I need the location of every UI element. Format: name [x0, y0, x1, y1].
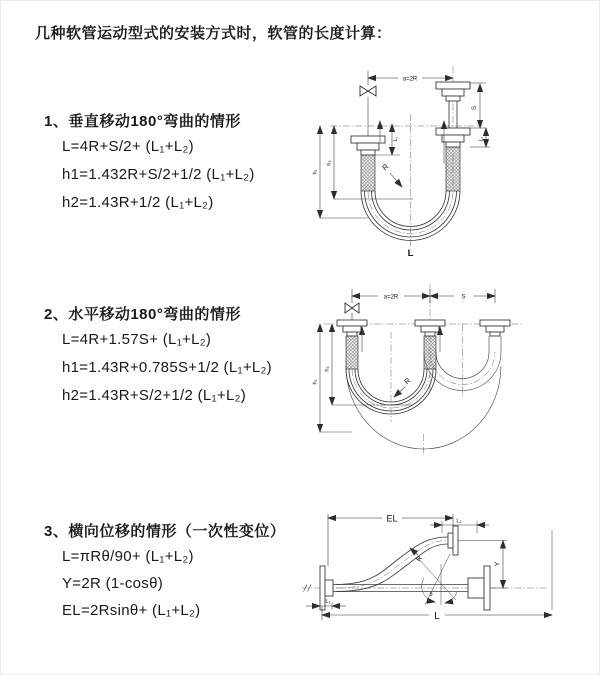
section-1-formula-h2: h2=1.43R+1/2 (L₁+L₂) [62, 194, 214, 211]
section-2-formula-h1: h1=1.43R+0.785S+1/2 (L₁+L₂) [62, 359, 272, 376]
diagram-lateral-displacement [298, 502, 593, 644]
centerlines [324, 284, 522, 456]
dimensions [313, 71, 491, 259]
dim-label-h1: h₁ [312, 169, 319, 175]
valve-icon [345, 303, 359, 320]
dimensions [306, 514, 552, 623]
section-3-formula-Y: Y=2R (1-cosθ) [62, 575, 164, 592]
section-3-heading: 3、横向位移的情形（一次性变位） [44, 523, 286, 540]
section-2-formula-L: L=4R+1.57S+ (L₁+L₂) [62, 331, 212, 348]
diagram-horizontal-180-bend [312, 284, 547, 464]
section-2-formula-h2: h2=1.43R+S/2+1/2 (L₁+L₂) [62, 387, 247, 404]
dim-label-h2: h₂ [324, 366, 331, 372]
page-title: 几种软管运动型式的安装方式时，软管的长度计算： [35, 25, 392, 42]
radius-label: R [402, 375, 413, 387]
angle-construction [418, 554, 457, 605]
dim-label-l1: L₁ [325, 599, 331, 605]
diagram-vertical-180-bend [310, 66, 525, 262]
section-1-heading: 1、垂直移动180°弯曲的情形 [44, 113, 241, 130]
braided-hose-sections [346, 336, 436, 369]
dim-label-s: S [461, 294, 466, 301]
valve-icon [360, 86, 376, 96]
section-3-formula-L: L=πRθ/90+ (L₁+L₂) [62, 548, 194, 565]
length-label: L [407, 248, 414, 259]
dim-label-a2r: a=2R [383, 294, 399, 301]
dim-label-h2: h₂ [326, 160, 333, 166]
dim-label-l1: L₁ [393, 136, 399, 142]
dim-label-a2r: a=2R [402, 76, 418, 83]
section-1-formula-L: L=4R+S/2+ (L₁+L₂) [62, 138, 194, 155]
dim-label-l2: L₂ [478, 136, 485, 142]
flange-fittings [320, 526, 490, 610]
section-3-formula-EL: EL=2Rsinθ+ (L₁+L₂) [62, 602, 201, 619]
dim-label-s: S [472, 105, 478, 111]
angle-label: θ [429, 592, 433, 598]
dim-label-h1: h₁ [312, 379, 319, 385]
dim-label-y: Y [494, 561, 502, 567]
flange-fittings [337, 320, 510, 336]
hose-displaced-s-curve [336, 537, 448, 592]
hose-bend-displaced [346, 336, 501, 449]
dim-label-l2: L₂ [456, 518, 462, 525]
length-label: L [434, 611, 440, 622]
radius-label: R [415, 555, 425, 564]
dimensions [313, 289, 496, 432]
section-1-formula-h1: h1=1.432R+S/2+1/2 (L₁+L₂) [62, 166, 255, 183]
radius-label: R [380, 161, 391, 173]
section-2-heading: 2、水平移动180°弯曲的情形 [44, 306, 241, 323]
dim-label-el: EL [386, 513, 398, 524]
